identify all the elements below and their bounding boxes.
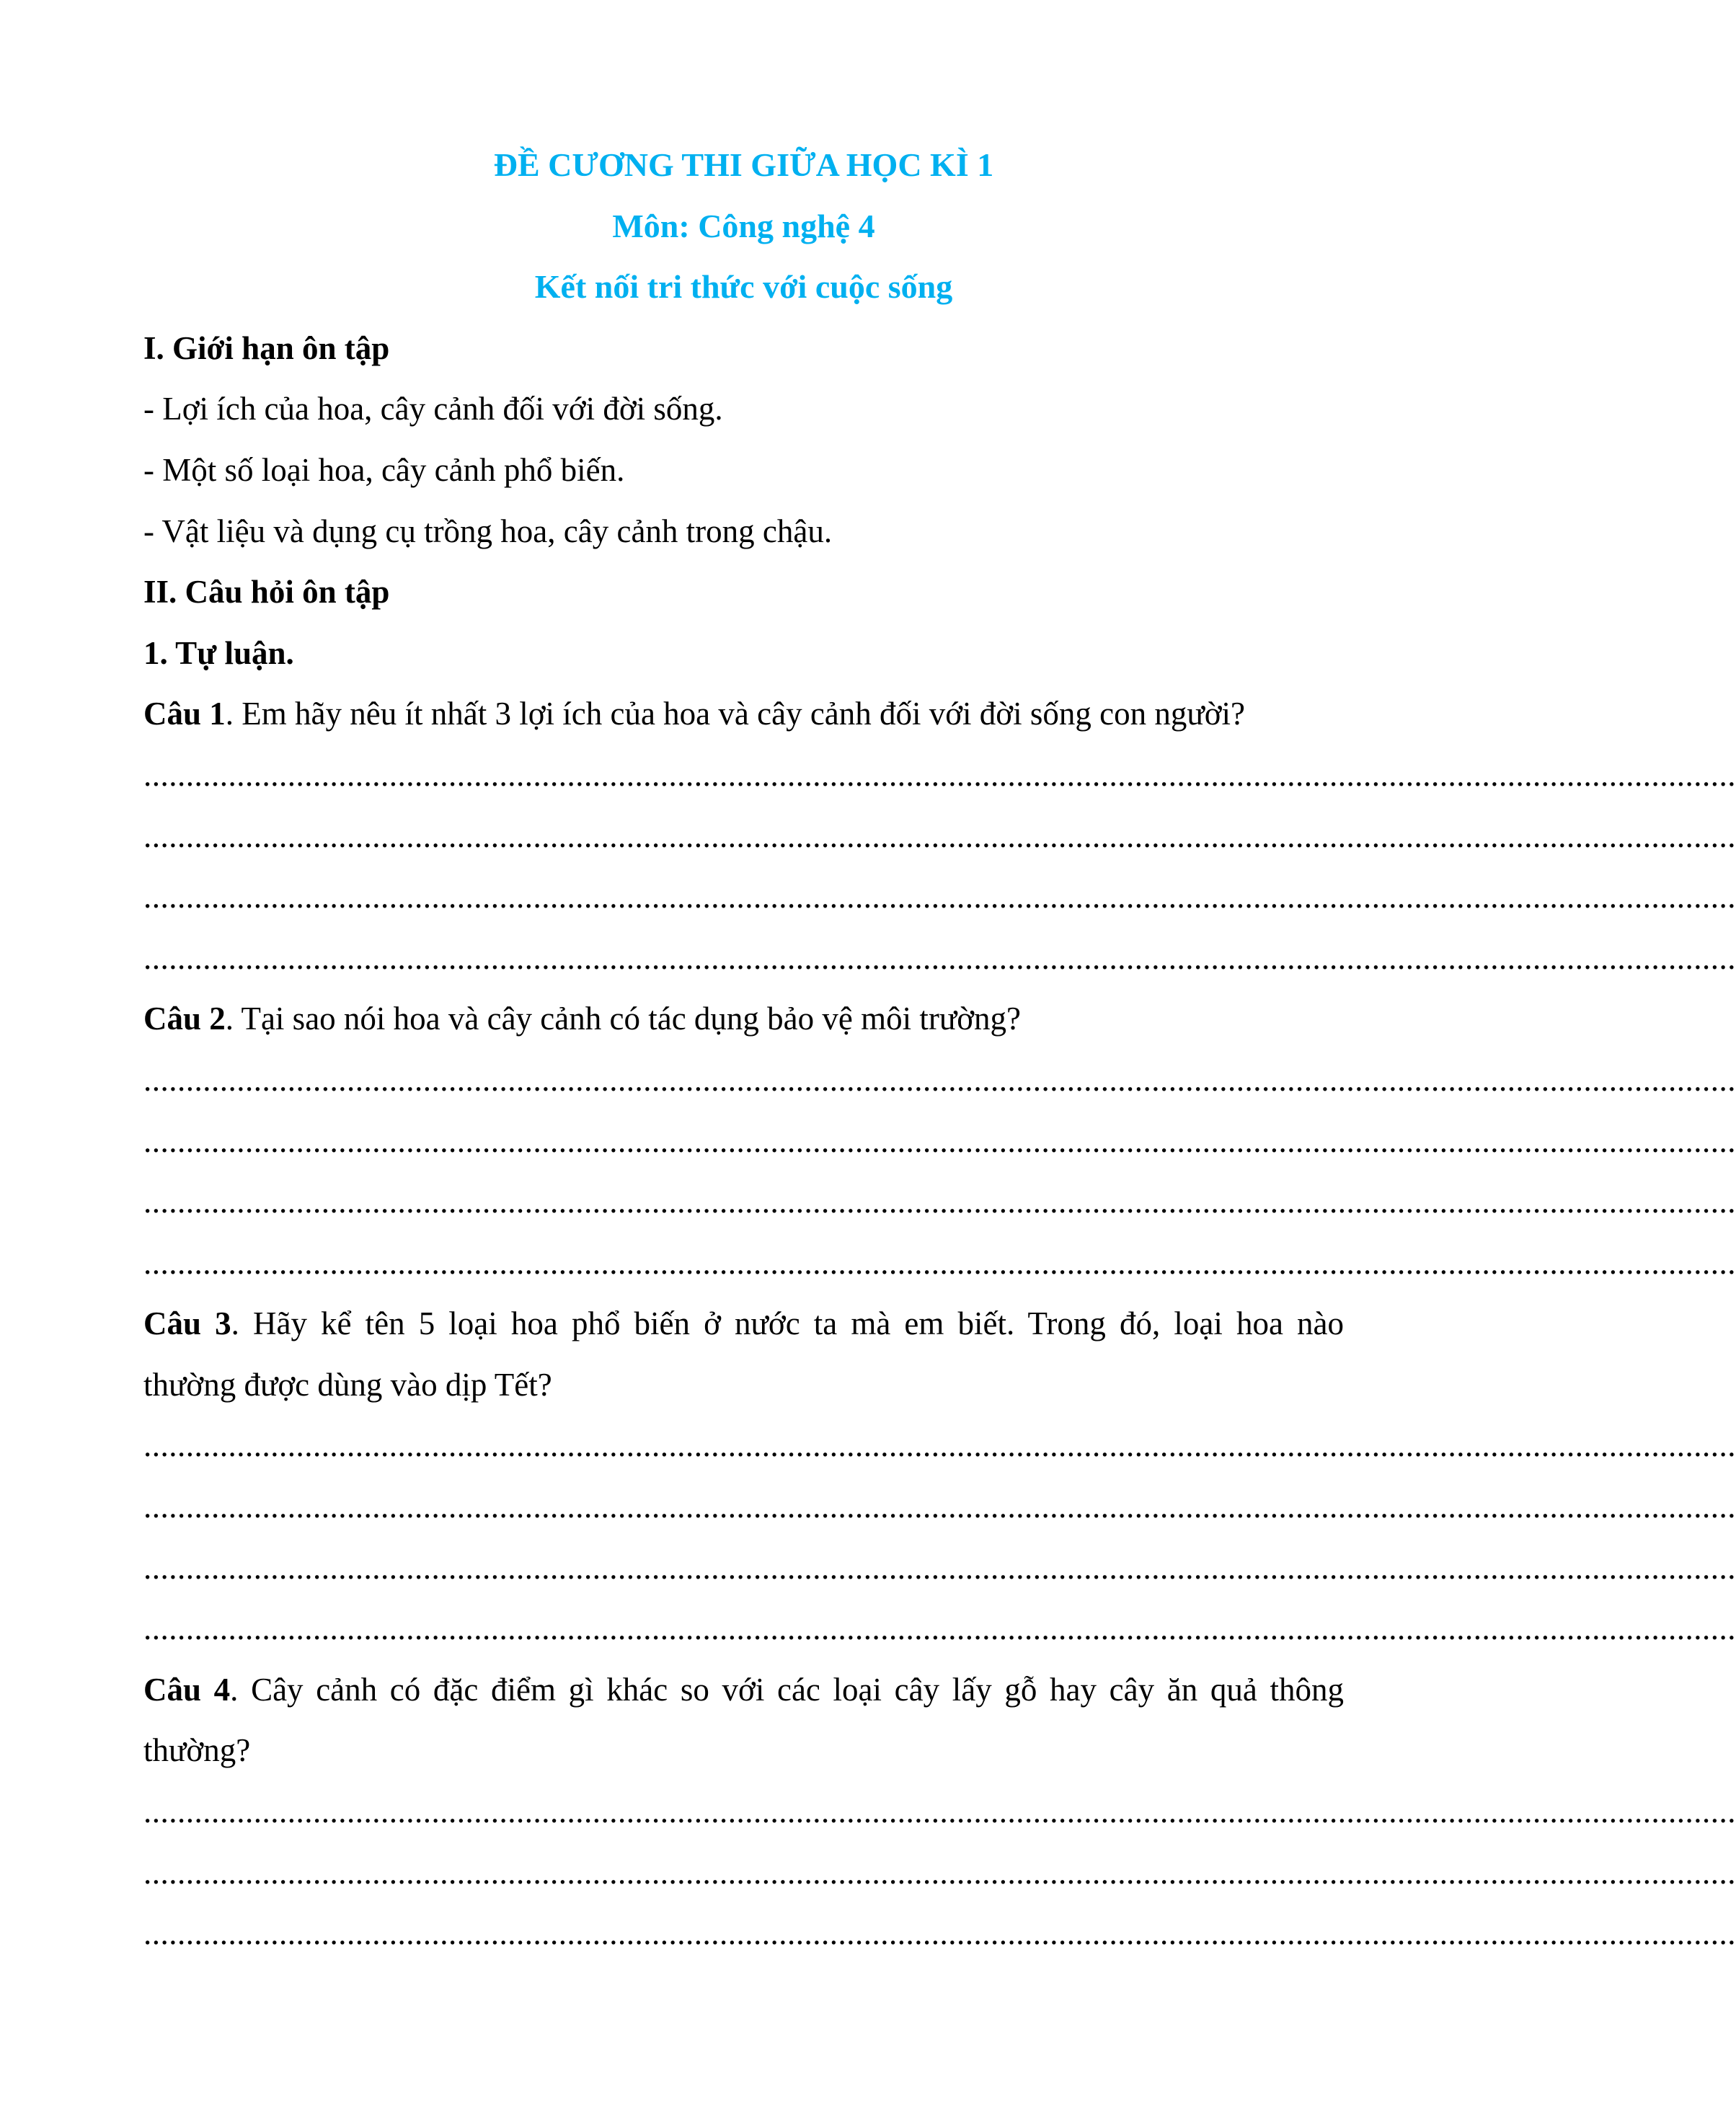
answer-line: ............................................................................................................................................................................................	[143, 1915, 1736, 1952]
section1-item: - Lợi ích của hoa, cây cảnh đối với đời sống.	[143, 391, 723, 427]
answer-line: ............................................................................................................................................................................................	[143, 1184, 1736, 1220]
question-text: . Cây cảnh có đặc điểm gì khác so với các loại cây lấy gỗ hay cây ăn quả thông	[230, 1671, 1344, 1708]
answer-line: ............................................................................................................................................................................................	[143, 756, 1736, 793]
answer-line: ............................................................................................................................................................................................	[143, 939, 1736, 976]
question-text: . Tại sao nói hoa và cây cảnh có tác dụng bảo vệ môi trường?	[225, 1001, 1022, 1037]
answer-line: ............................................................................................................................................................................................	[143, 1610, 1736, 1647]
answer-line: ............................................................................................................................................................................................	[143, 1854, 1736, 1891]
answer-line: ............................................................................................................................................................................................	[143, 1244, 1736, 1281]
essay-subheading: 1. Tự luận.	[143, 634, 294, 671]
question-1	[143, 683, 1344, 745]
document-title: ĐỀ CƯƠNG THI GIỮA HỌC KÌ 1	[493, 146, 994, 183]
section1-item: - Một số loại hoa, cây cảnh phổ biến.	[143, 451, 625, 488]
question-3	[143, 1293, 1344, 1354]
question-label: Câu 1	[143, 696, 226, 732]
question-text: . Hãy kể tên 5 loại hoa phổ biến ở nước ta mà em biết. Trong đó, loại hoa nào	[231, 1305, 1344, 1342]
question-label: Câu 3	[143, 1305, 231, 1342]
answer-line: ............................................................................................................................................................................................	[143, 1061, 1736, 1098]
question-3-continued: thường được dùng vào dịp Tết?	[143, 1366, 552, 1403]
document-page	[143, 135, 1736, 1964]
answer-line: ............................................................................................................................................................................................	[143, 1793, 1736, 1830]
answer-line: ............................................................................................................................................................................................	[143, 1427, 1736, 1464]
section2-heading: II. Câu hỏi ôn tập	[143, 574, 390, 611]
section1-item: - Vật liệu và dụng cụ trồng hoa, cây cảnh trong chậu.	[143, 513, 833, 549]
subject-line: Môn: Công nghệ 4	[612, 207, 875, 244]
series-line: Kết nối tri thức với cuộc sống	[534, 268, 953, 306]
question-label: Câu 4	[143, 1671, 231, 1708]
question-text: . Em hãy nêu ít nhất 3 lợi ích của hoa và cây cảnh đối với đời sống con người?	[225, 696, 1246, 732]
answer-line: ............................................................................................................................................................................................	[143, 1122, 1736, 1159]
question-4	[143, 1659, 1344, 1721]
question-label: Câu 2	[143, 1001, 226, 1037]
answer-line: ............................................................................................................................................................................................	[143, 1549, 1736, 1586]
section1-heading: I. Giới hạn ôn tập	[143, 329, 390, 366]
question-4-continued: thường?	[143, 1732, 251, 1769]
question-2	[143, 988, 1344, 1050]
answer-line: ............................................................................................................................................................................................	[143, 817, 1736, 854]
answer-line: ............................................................................................................................................................................................	[143, 879, 1736, 915]
answer-line: ............................................................................................................................................................................................	[143, 1489, 1736, 1525]
